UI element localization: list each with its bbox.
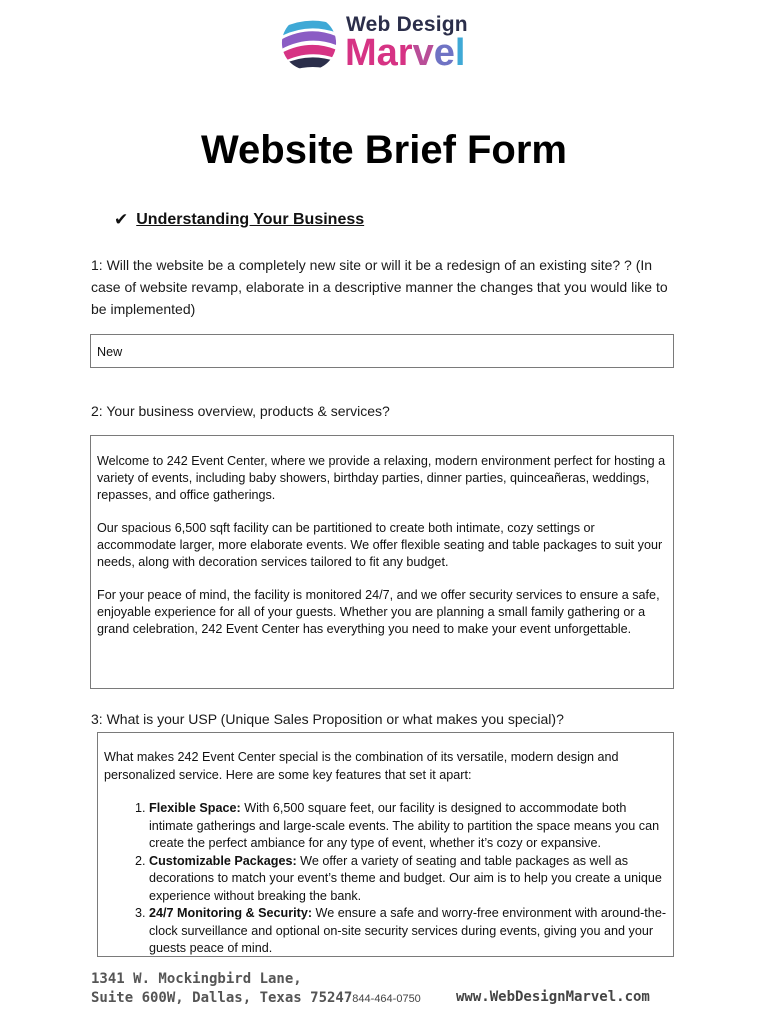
answer-1-text: New: [97, 345, 123, 359]
answer-3-intro: What makes 242 Event Center special is the combination of its versatile, modern design and personalized service. Here are some key features that set it apart:: [104, 750, 619, 782]
footer-address: [91, 970, 421, 1009]
feature-text: With 6,500 square feet, our facility is designed to accommodate both intimate gatherings and large-scale events. The ability to partition the space means you can create the perfect ambiance for any type of event, whether it’s cozy or expansive.: [149, 801, 660, 850]
answer-2-paragraph: Welcome to 242 Event Center, where we provide a relaxing, modern environment perfect for hosting a variety of events, including baby showers, birthday parties, dinner parties, quinceañeras, weddings, repasses, and office gatherings.: [97, 454, 666, 502]
checkmark-icon: ✔: [114, 210, 129, 229]
feature-list: [104, 800, 667, 957]
answer-1-field[interactable]: [90, 334, 674, 368]
answer-2-paragraph: For your peace of mind, the facility is monitored 24/7, and we offer security services to ensure a safe, enjoyable experience for all of your guests. Whether you are planning a small family gathering or a grand celebration, 242 Event Center has everything you need to make your event unforgettable.: [97, 588, 660, 636]
logo-line2: Marvel: [345, 32, 466, 74]
question-2: 2: Your business overview, products & services?: [91, 403, 390, 419]
answer-2-field[interactable]: [90, 435, 674, 689]
address-line-1: 1341 W. Mockingbird Lane,: [91, 971, 302, 987]
section-heading: [114, 210, 364, 230]
page-title: Website Brief Form: [201, 128, 567, 172]
address-line-2: Suite 600W, Dallas, Texas 75247: [91, 990, 353, 1006]
logo-line1: Web Design: [346, 13, 468, 36]
logo-sphere-icon: [280, 14, 338, 72]
phone-number: 844-464-0750: [352, 993, 421, 1005]
footer-website-link[interactable]: www.WebDesignMarvel.com: [456, 989, 650, 1005]
answer-3-field[interactable]: [97, 732, 674, 957]
list-item: [149, 800, 667, 853]
section-heading-label: Understanding Your Business: [136, 211, 365, 228]
feature-text: We ensure a safe and worry-free environment with around-the-clock surveillance and optional on-site security services during events, giving you and your guests peace of mind.: [149, 906, 667, 955]
question-1: 1: Will the website be a completely new site or will it be a redesign of an existing site? ? (In case of website revamp, elaborate in a descriptive manner the changes that you would like to be implemented): [91, 257, 668, 317]
list-item: [149, 905, 667, 957]
feature-text: We offer a variety of seating and table packages as well as decorations to match your event’s theme and budget. Our aim is to help you create a unique experience without breaking the bank.: [149, 853, 662, 903]
feature-keyword: Flexible Space:: [149, 801, 241, 815]
answer-2-paragraph: Our spacious 6,500 sqft facility can be partitioned to create both intimate, cozy settings or accommodate larger, more elaborate events. We offer flexible seating and table packages to suit your needs, along with decoration services tailored to fit any budget.: [97, 521, 663, 569]
feature-keyword: 24/7 Monitoring & Security:: [149, 906, 313, 920]
list-item: [149, 853, 667, 906]
question-3: 3: What is your USP (Unique Sales Proposition or what makes you special)?: [91, 711, 564, 727]
feature-keyword: Customizable Packages:: [149, 853, 297, 868]
company-logo: [280, 12, 495, 74]
